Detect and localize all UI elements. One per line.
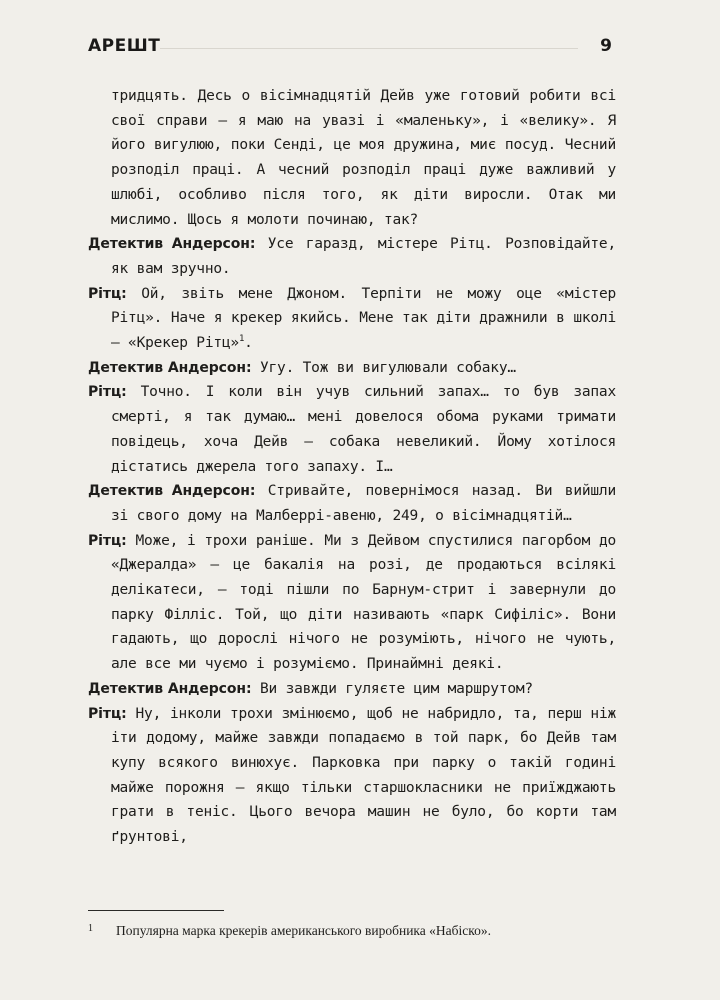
paragraph <box>88 529 616 677</box>
speaker-label: Рітц: <box>88 285 127 302</box>
footnote <box>88 922 618 940</box>
paragraph <box>88 232 616 281</box>
speaker-label: Рітц: <box>88 705 127 722</box>
paragraph-text: Стривайте, повернімося назад. Ви вийшли зі свого дому на Малберрі-авеню, 249, о вісімнадцятій… <box>111 483 616 524</box>
speaker-label: Рітц: <box>88 384 127 401</box>
paragraph <box>88 356 616 381</box>
paragraph-text: Точно. І коли він учув сильний запах… то був запах смерті, я так думаю… мені довелося обома руками тримати повідець, хоча Дейв — собака невеликий. Йому хотілося дістатись джерела того запаху. І… <box>111 384 616 475</box>
paragraph-text: тридцять. Десь о вісімнадцятій Дейв уже готовий робити всі свої справи — я маю на увазі і «маленьку», і «велику». Я його вигулюю, поки Сенді, це моя дружина, миє посуд. Чесний розподіл праці. А чесний розподіл праці дуже важливий у шлюбі, особливо після того, як діти виросли. Отак ми мислимо. Щось я молоти починаю, так? <box>111 88 616 228</box>
paragraph <box>88 702 616 850</box>
footnote-reference: 1 <box>238 334 245 345</box>
speaker-label: Детектив Андерсон: <box>88 680 252 697</box>
paragraph-suffix: . <box>244 335 253 352</box>
paragraph-text: Ой, звіть мене Джоном. Терпіти не можу оце «містер Рітц». Наче я крекер якийсь. Мене так діти дражнили в школі — «Крекер Рітц» <box>111 285 616 352</box>
paragraph-text: Угу. Тож ви вигулювали собаку… <box>259 359 516 376</box>
paragraph-text: Ну, інколи трохи змінюємо, щоб не набридло, та, перш ніж іти додому, майже завжди попадаємо в той парк, бо Дейв там купу всякого винюхує. Парковка при парку о такій годині майже порожня — якщо тільки старшокласники не приїжджають грати в теніс. Цього вечора машин не було, бо корти там ґрунтові, <box>111 705 617 846</box>
paragraph <box>88 282 616 356</box>
paragraph <box>88 479 616 528</box>
paragraph <box>88 380 616 479</box>
speaker-label: Детектив Андерсон: <box>88 483 256 500</box>
footnote-text: Популярна марка крекерів американського виробника «Набіско». <box>116 923 492 938</box>
page-number: 9 <box>600 36 612 56</box>
paragraph-text: Ви завжди гуляєте цим маршрутом? <box>259 680 533 697</box>
speaker-label: Рітц: <box>88 532 127 549</box>
paragraph <box>88 677 616 702</box>
speaker-label: Детектив Андерсон: <box>88 236 256 253</box>
header-divider <box>160 48 578 49</box>
paragraph-text: Може, і трохи раніше. Ми з Дейвом спустилися пагорбом до «Джералда» — це бакалія на розі, де продаються всілякі делікатеси, — тоді пішли по Барнум-стрит і завернули до парку Філліс. Той, що діти називають «парк Сифіліс». Вони гадають, що дорослі нічого не розуміють, нічого не чують, але все ми чуємо і розуміємо. Принаймні деякі. <box>111 532 617 673</box>
chapter-title: АРЕШТ <box>88 36 161 56</box>
running-header <box>88 36 618 60</box>
footnote-rule <box>88 910 224 911</box>
speaker-label: Детектив Андерсон: <box>88 359 252 376</box>
footnote-mark: 1 <box>88 923 93 934</box>
paragraph <box>88 84 616 232</box>
paragraph-text: Усе гаразд, містере Рітц. Розповідайте, як вам зручно. <box>111 236 616 277</box>
transcript-body <box>88 84 616 850</box>
